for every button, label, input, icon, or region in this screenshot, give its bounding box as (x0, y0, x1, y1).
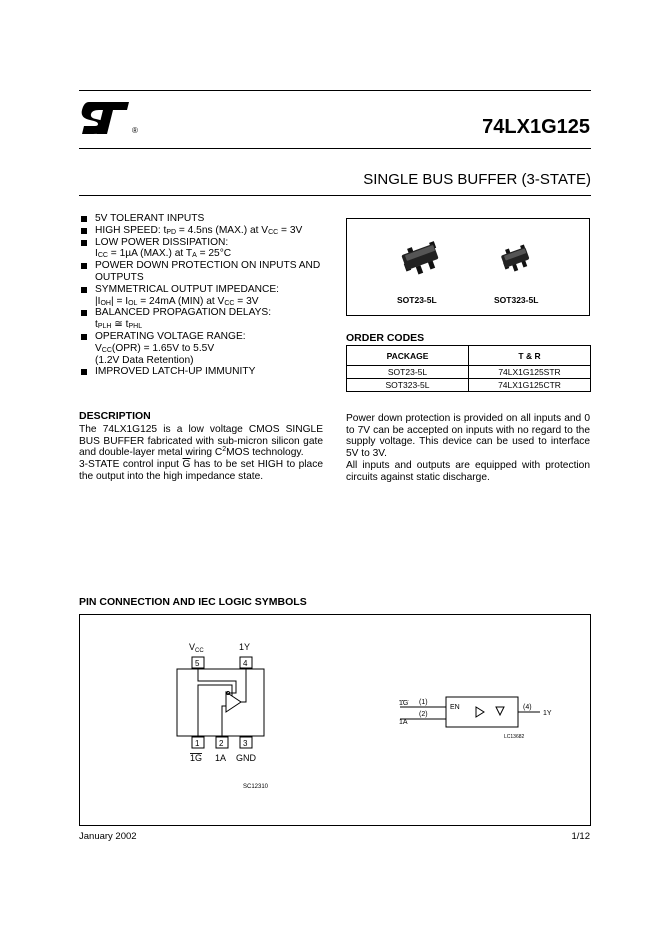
pin-connection-diagram (80, 615, 590, 825)
table-cell: 74LX1G125CTR (469, 379, 591, 392)
column-header: PACKAGE (347, 346, 469, 366)
description-paragraph: 3-STATE control input $\overline{G}$ has to be set HIGH to place the output into the high impedance state. (79, 459, 323, 482)
pin-label: 1Y (239, 642, 251, 652)
table-cell: 74LX1G125STR (469, 366, 591, 379)
sot323-package-icon (497, 243, 537, 275)
description-right (346, 413, 590, 483)
description-paragraph: Power down protection is provided on all inputs and 0 to 7V can be accepted on inputs with no regard to the supply voltage. This device can be used to interface 5V to 3V. (346, 413, 590, 460)
vcc-label: $V_{CC}$ (189, 642, 204, 654)
table-row (347, 366, 591, 379)
feature-item: BALANCED PROPAGATION DELAYS: $t_{PLH}$ ≅ $t_{PHL}$ (80, 307, 340, 331)
pin-number: 2 (219, 739, 224, 748)
iec-pin-number: (1) (419, 699, 428, 706)
description-left (79, 424, 323, 483)
pin-section-title: PIN CONNECTION AND IEC LOGIC SYMBOLS (79, 596, 307, 608)
iec-input-label: 1G (399, 700, 409, 707)
registered-mark: ® (132, 126, 138, 135)
feature-item: SYMMETRICAL OUTPUT IMPEDANCE: $|I_{OH}| = I_{OL} = 24mA$ (MIN) at $V_{CC} = 3V$ (80, 284, 340, 308)
subtitle: SINGLE BUS BUFFER (3-STATE) (363, 171, 591, 188)
pin-number: 3 (243, 739, 248, 748)
pin-number: 1 (195, 739, 200, 748)
iec-output-label: 1Y (543, 710, 552, 717)
pin-number: 4 (243, 659, 248, 668)
table-cell: SOT323-5L (347, 379, 469, 392)
iec-pin-number: (2) (419, 711, 428, 718)
sot23-package-icon (397, 239, 447, 275)
table-cell: SOT23-5L (347, 366, 469, 379)
table-header-row (347, 346, 591, 366)
mid-rule (79, 148, 591, 149)
description-title: DESCRIPTION (79, 410, 151, 422)
iec-enable-label: EN (450, 704, 460, 711)
iec-input-label: 1A (399, 719, 408, 726)
package-label: SOT323-5L (494, 295, 539, 305)
footer-date: January 2002 (79, 831, 137, 842)
package-label: SOT23-5L (397, 295, 437, 305)
feature-item: POWER DOWN PROTECTION ON INPUTS AND OUTPUTS (80, 260, 340, 284)
diagram-code: SC12310 (243, 784, 269, 790)
top-rule (79, 90, 591, 91)
page-number: 1/12 (571, 831, 590, 842)
package-box (346, 218, 590, 316)
st-logo (79, 99, 141, 137)
feature-item: HIGH SPEED: $t_{PD} = 4.5ns$ (MAX.) at $V_{CC} = 3V$ (80, 225, 340, 237)
feature-item: IMPROVED LATCH-UP IMMUNITY (80, 366, 340, 378)
order-codes-title: ORDER CODES (346, 332, 425, 344)
feature-item: LOW POWER DISSIPATION: $I_{CC} = 1\mu A$ (MAX.) at $T_A = 25^\circ C$ (80, 237, 340, 261)
pin-label: GND (236, 753, 256, 763)
feature-item: 5V TOLERANT INPUTS (80, 213, 340, 225)
column-header: T & R (469, 346, 591, 366)
feature-list (80, 213, 340, 378)
part-number: 74LX1G125 (482, 116, 590, 138)
iec-pin-number: (4) (523, 704, 532, 711)
order-codes-table (346, 345, 591, 392)
diagram-code: LC13682 (504, 734, 525, 740)
feature-item: OPERATING VOLTAGE RANGE: $V_{CC}(OPR) = 1.65V$ to 5.5V (1.2V Data Retention) (80, 331, 340, 366)
header-bottom-rule (79, 195, 591, 196)
description-paragraph: The 74LX1G125 is a low voltage CMOS SINGLE BUS BUFFER fabricated with sub-micron silicon gate and double-layer metal wiring $C^2MOS$ technology. (79, 424, 323, 459)
table-row (347, 379, 591, 392)
pin-label: 1G (190, 753, 203, 763)
description-paragraph: All inputs and outputs are equipped with protection circuits against static discharge. (346, 459, 590, 483)
pin-number: 5 (195, 659, 200, 668)
pin-diagram-box (79, 614, 591, 826)
pin-label: 1A (215, 753, 227, 763)
